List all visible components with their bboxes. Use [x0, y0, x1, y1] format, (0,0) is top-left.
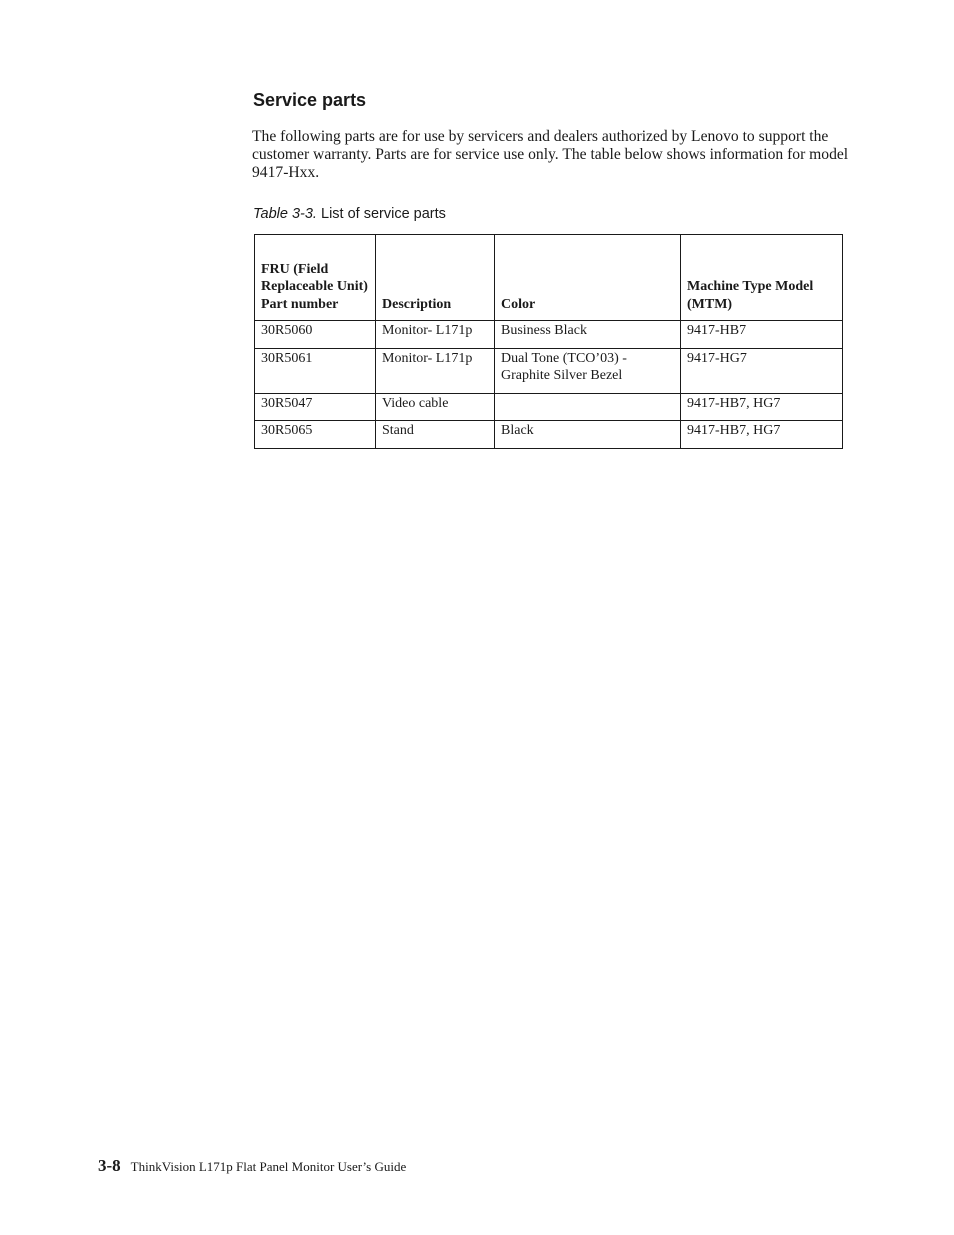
cell-mtm: 9417-HB7, HG7 — [681, 393, 843, 421]
cell-description: Video cable — [376, 393, 495, 421]
table-row — [255, 393, 843, 421]
intro-paragraph: The following parts are for use by servicers and dealers authorized by Lenovo to support the customer warranty. Parts are for service use only. The table below shows information for model 9417-Hxx. — [252, 128, 849, 181]
table-caption-number: Table 3-3. — [253, 206, 317, 222]
table-row — [255, 321, 843, 349]
page-number: 3-8 — [98, 1156, 121, 1175]
table-caption-text: List of service parts — [321, 206, 446, 222]
cell-fru: 30R5060 — [255, 321, 376, 349]
page-footer — [98, 1155, 406, 1178]
cell-fru: 30R5065 — [255, 421, 376, 449]
cell-description: Stand — [376, 421, 495, 449]
table-caption — [253, 205, 446, 223]
cell-color: Business Black — [495, 321, 681, 349]
cell-mtm: 9417-HB7 — [681, 321, 843, 349]
table-row — [255, 421, 843, 449]
cell-mtm: 9417-HB7, HG7 — [681, 421, 843, 449]
service-parts-table — [254, 234, 843, 449]
table-row — [255, 348, 843, 393]
document-title: ThinkVision L171p Flat Panel Monitor User’s Guide — [130, 1159, 407, 1174]
cell-description: Monitor- L171p — [376, 348, 495, 393]
section-heading: Service parts — [253, 90, 367, 110]
cell-mtm: 9417-HG7 — [681, 348, 843, 393]
cell-fru: 30R5061 — [255, 348, 376, 393]
table-header-row — [255, 235, 843, 321]
cell-color — [495, 393, 681, 421]
cell-color: Black — [495, 421, 681, 449]
cell-color: Dual Tone (TCO’03) - Graphite Silver Bezel — [495, 348, 681, 393]
header-fru: FRU (Field Replaceable Unit) Part number — [255, 235, 376, 321]
cell-fru: 30R5047 — [255, 393, 376, 421]
header-description: Description — [376, 235, 495, 321]
cell-description: Monitor- L171p — [376, 321, 495, 349]
header-color: Color — [495, 235, 681, 321]
header-mtm: Machine Type Model (MTM) — [681, 235, 843, 321]
